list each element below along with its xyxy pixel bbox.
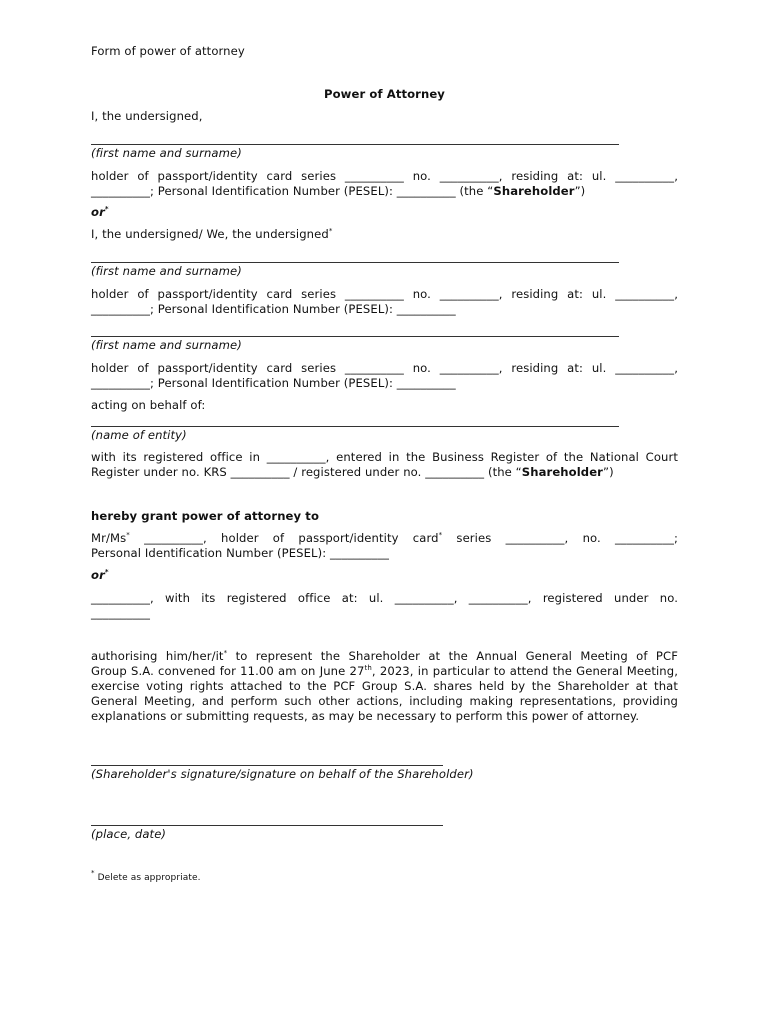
authorisation-line-4: General Meeting, and perform such other actions, including making representations, providing xyxy=(91,694,678,708)
asterisk-mark: * xyxy=(328,227,333,235)
holder-line-2-close: ”) xyxy=(574,184,586,198)
auth-2-text: Group S.A. convened for 11.00 am on June 27 xyxy=(91,664,365,678)
footnote-text: Delete as appropriate. xyxy=(94,873,201,883)
registered-line-2 xyxy=(91,465,614,480)
authorisation-line-1 xyxy=(91,649,678,664)
authorisation-line-5: explanations or submitting requests, as may be necessary to perform this power of attorney. xyxy=(91,709,640,723)
registered-line-2-close: ”) xyxy=(602,465,614,479)
shareholder-term: Shareholder xyxy=(521,465,603,479)
acting-on-behalf: acting on behalf of: xyxy=(91,398,206,412)
name-rule-3 xyxy=(91,336,619,337)
footnote-mark: * xyxy=(91,869,95,877)
attorney-line-1 xyxy=(91,531,678,546)
holder-line-1: holder of passport/identity card series __________ no. __________, residing at: ul. __________, xyxy=(91,169,678,183)
name-rule-2 xyxy=(91,262,619,263)
intro-undersigned-plural xyxy=(91,227,332,242)
asterisk-mark: * xyxy=(438,531,443,539)
form-title: Form of power of attorney xyxy=(91,44,245,58)
authorisation-line-3: exercise voting rights attached to the PCF Group S.A. shares held by the Shareholder at that xyxy=(91,679,678,693)
pesel-line-1: __________; Personal Identification Number (PESEL): __________ xyxy=(91,302,456,316)
pesel-line-2: __________; Personal Identification Number (PESEL): __________ xyxy=(91,376,456,390)
intro-2-text: I, the undersigned/ We, the undersigned xyxy=(91,227,329,241)
shareholder-term: Shareholder xyxy=(493,184,575,198)
mr-ms-text: Mr/Ms xyxy=(91,531,127,545)
auth-1-rest: to represent the Shareholder at the Annual General Meeting of PCF xyxy=(227,649,678,663)
holder-line-2 xyxy=(91,184,585,199)
place-date-label: (place, date) xyxy=(91,827,167,841)
attorney-line-1-text: __________, holder of passport/identity card xyxy=(129,531,439,545)
name-label-2: (first name and surname) xyxy=(91,264,242,278)
registered-line-1: with its registered office in __________, entered in the Business Register of the National Court xyxy=(91,450,678,464)
signature-label: (Shareholder's signature/signature on behalf of the Shareholder) xyxy=(91,767,474,781)
name-label-3: (first name and surname) xyxy=(91,338,242,352)
registered-line-2-text: Register under no. KRS __________ / registered under no. __________ (the “ xyxy=(91,465,522,479)
intro-undersigned: I, the undersigned, xyxy=(91,109,203,123)
attorney-line-2: Personal Identification Number (PESEL): __________ xyxy=(91,546,389,560)
attorney-line-1-series: series __________, no. __________; xyxy=(442,531,679,545)
footnote xyxy=(91,871,201,886)
grant-heading: hereby grant power of attorney to xyxy=(91,509,320,523)
or-separator-1 xyxy=(91,205,109,220)
place-date-rule xyxy=(91,825,443,826)
asterisk-mark: * xyxy=(126,531,130,539)
signature-rule xyxy=(91,765,443,766)
asterisk-mark: * xyxy=(104,568,109,576)
authorisation-line-2 xyxy=(91,664,678,679)
holder-line-3: holder of passport/identity card series __________ no. __________, residing at: ul. __________, xyxy=(91,287,678,301)
asterisk-mark: * xyxy=(104,205,109,213)
auth-1-text: authorising him/her/it xyxy=(91,649,224,663)
or-text: or xyxy=(91,205,105,219)
entity-attorney-line-2: __________ xyxy=(91,606,150,620)
holder-line-4: holder of passport/identity card series __________ no. __________, residing at: ul. __________, xyxy=(91,361,678,375)
asterisk-mark: * xyxy=(223,649,228,657)
name-label-1: (first name and surname) xyxy=(91,146,242,160)
holder-line-2-text: __________; Personal Identification Number (PESEL): __________ (the “ xyxy=(91,184,494,198)
entity-attorney-line-1: __________, with its registered office at: ul. __________, __________, registered under no. xyxy=(91,591,678,605)
entity-rule xyxy=(91,426,619,427)
name-rule-1 xyxy=(91,144,619,145)
or-text: or xyxy=(91,568,105,582)
document-heading: Power of Attorney xyxy=(324,87,445,101)
or-separator-2 xyxy=(91,568,109,583)
ordinal-suffix: th xyxy=(364,664,372,672)
auth-2-rest: , 2023, in particular to attend the General Meeting, xyxy=(371,664,678,678)
entity-label: (name of entity) xyxy=(91,428,187,442)
